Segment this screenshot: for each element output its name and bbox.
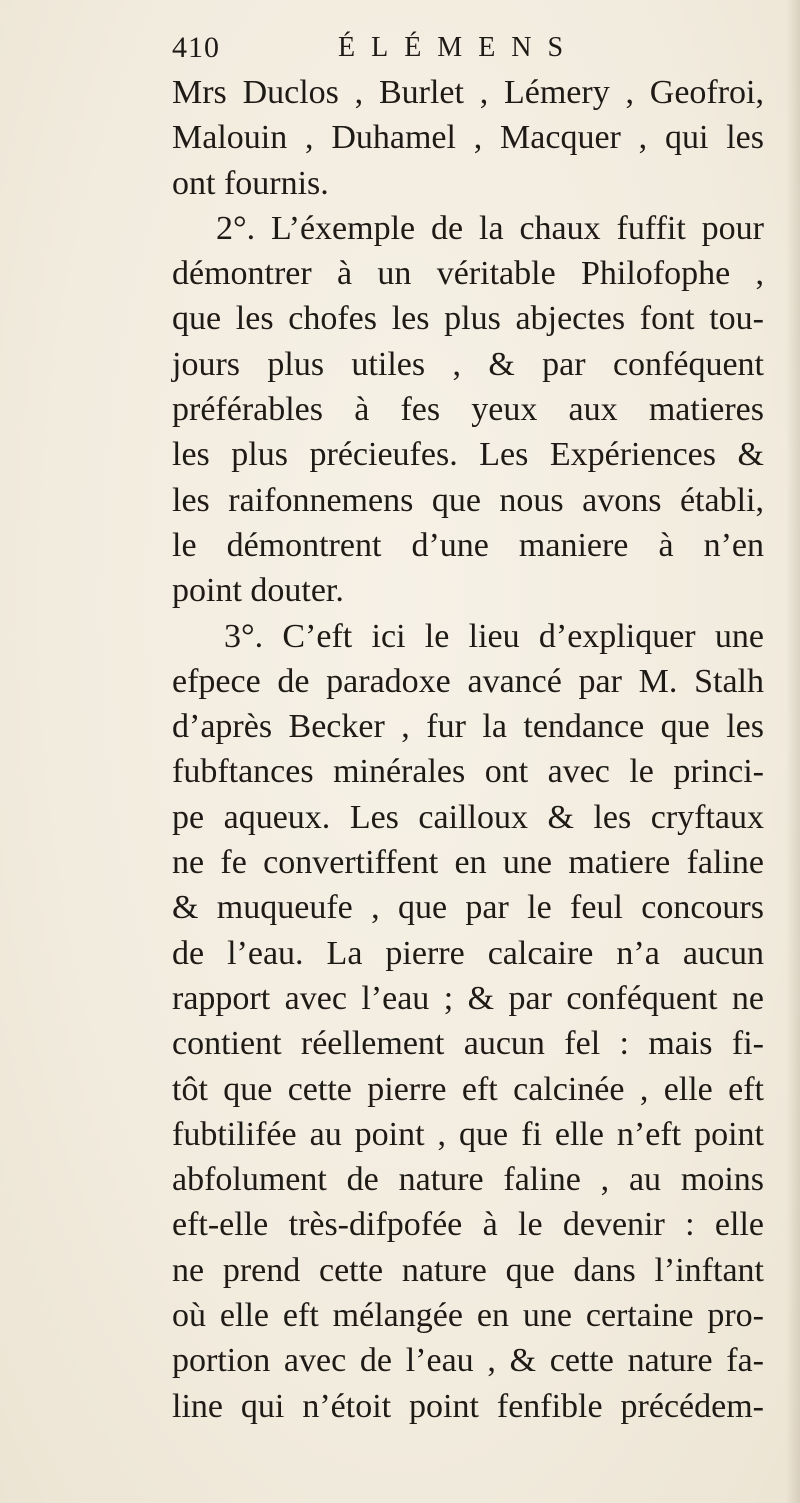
text-line: eft-elle très-difpofée à le devenir : elle (172, 1206, 764, 1244)
text-line: ne prend cette nature que dans l’inftant (172, 1251, 764, 1289)
text-line: jours plus utiles , & par conféquent (172, 345, 764, 383)
text-line: abfolument de nature faline , au moins (172, 1161, 764, 1199)
text-line: rapport avec l’eau ; & par conféquent ne (172, 979, 764, 1017)
text-line: de l’eau. La pierre calcaire n’a aucun (172, 934, 764, 972)
text-line: 3°. C’eft ici le lieu d’expliquer une (224, 617, 764, 655)
text-line: line qui n’étoit point fenfible précédem- (172, 1387, 764, 1425)
text-line: ne fe convertiffent en une matiere faline (172, 844, 764, 882)
text-line: que les chofes les plus abjectes font tou- (172, 300, 764, 338)
text-line: fubtilifée au point , que fi elle n’eft point (172, 1115, 764, 1153)
text-line: tôt que cette pierre eft calcinée , elle eft (172, 1070, 764, 1108)
text-line: d’après Becker , fur la tendance que les (172, 708, 764, 746)
page-edge-shadow (786, 0, 800, 1503)
text-line: le démontrent d’une maniere à n’en (172, 526, 764, 564)
text-line: pe aqueux. Les cailloux & les cryftaux (172, 798, 764, 836)
text-line: efpece de paradoxe avancé par M. Stalh (172, 662, 764, 700)
text-line: point douter. (172, 572, 344, 610)
text-line: portion avec de l’eau , & cette nature fa- (172, 1342, 764, 1380)
running-title: ÉLÉMENS (338, 32, 580, 63)
text-line: les plus précieufes. Les Expériences & (172, 436, 764, 474)
body-text (172, 70, 764, 1429)
text-line: les raifonnemens que nous avons établi, (172, 481, 764, 519)
text-line: Mrs Duclos , Burlet , Lémery , Geofroi, (172, 74, 764, 111)
text-line: contient réellement aucun fel : mais fi- (172, 1025, 764, 1063)
page-number: 410 (172, 31, 220, 64)
text-line: ont fournis. (172, 164, 329, 202)
text-line: où elle eft mélangée en une certaine pro- (172, 1297, 764, 1335)
text-line: & muqueufe , que par le feul concours (172, 889, 764, 927)
text-line: démontrer à un véritable Philofophe , (172, 255, 764, 293)
text-line: préférables à fes yeux aux matieres (172, 391, 764, 429)
text-line: 2°. L’éxemple de la chaux fuffit pour (216, 209, 764, 247)
text-line: Malouin , Duhamel , Macquer , qui les (172, 119, 764, 157)
text-line: fubftances minérales ont avec le princi- (172, 753, 764, 791)
page-header (172, 28, 772, 68)
